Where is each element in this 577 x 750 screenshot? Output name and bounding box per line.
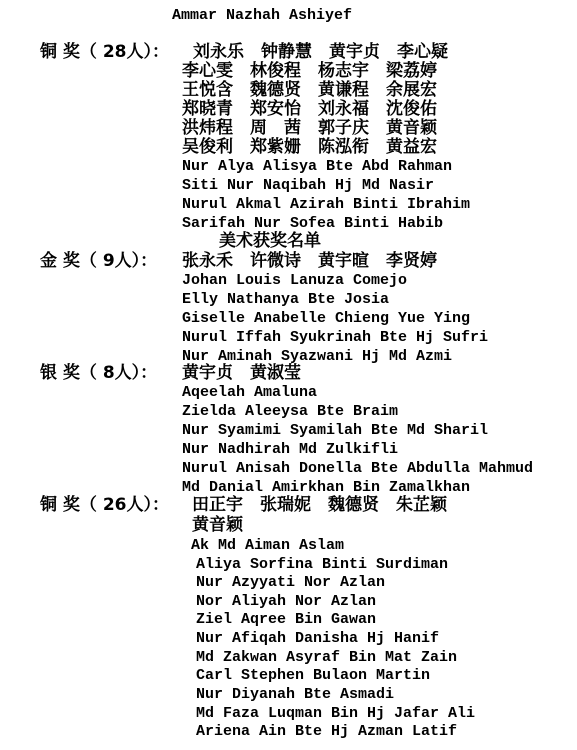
name-line: Nur Nadhirah Md Zulkifli <box>182 441 399 458</box>
name-line: Ariena Ain Bte Hj Azman Latif <box>196 723 458 740</box>
section-heading-silver: 银 奖（ 8人）： <box>40 363 158 383</box>
name-row: 张永禾 许微诗 黄宇暄 李贤婷 <box>182 251 437 271</box>
name-line: Ziel Aqree Bin Gawan <box>196 611 377 628</box>
name-line: Md Faza Luqman Bin Hj Jafar Ali <box>196 705 476 722</box>
name-line: Ak Md Aiman Aslam <box>191 537 345 554</box>
section-heading-bronze: 铜 奖（ 26人）： <box>40 495 169 515</box>
name-line: Zielda Aleeysa Bte Braim <box>182 403 399 420</box>
name-line: Nur Aminah Syazwani Hj Md Azmi <box>182 348 453 365</box>
name-row: 李心雯 林俊程 杨志宇 梁荔婷 <box>182 61 437 81</box>
section-heading-gold: 金 奖（ 9人）： <box>40 251 158 271</box>
name-line: Ammar Nazhah Ashiyef <box>172 7 353 24</box>
name-row: 吴俊利 郑紫姗 陈泓衔 黄益宏 <box>182 137 437 157</box>
name-line: Johan Louis Lanuza Comejo <box>182 272 408 289</box>
name-row: 洪炜程 周 茜 郭子庆 黄音颖 <box>182 118 437 138</box>
name-line: Nur Afiqah Danisha Hj Hanif <box>196 630 440 647</box>
name-line: Nur Azyyati Nor Azlan <box>196 574 386 591</box>
name-row: 黄音颖 <box>192 515 243 535</box>
name-row: 田正宇 张瑞妮 魏德贤 朱芷颖 <box>192 495 447 515</box>
name-line: Aliya Sorfina Binti Surdiman <box>196 556 449 573</box>
name-row: 王悦含 魏德贤 黄谦程 余展宏 <box>182 80 437 100</box>
name-line: Nor Aliyah Nor Azlan <box>196 593 377 610</box>
name-line: Sarifah Nur Sofea Binti Habib <box>182 215 444 232</box>
name-line: Nurul Akmal Azirah Binti Ibrahim <box>182 196 471 213</box>
name-line: Aqeelah Amaluna <box>182 384 318 401</box>
name-row: 郑晓青 郑安怡 刘永福 沈俊佑 <box>182 99 437 119</box>
name-line: Nurul Iffah Syukrinah Bte Hj Sufri <box>182 329 489 346</box>
name-line: Md Zakwan Asyraf Bin Mat Zain <box>196 649 458 666</box>
name-line: Elly Nathanya Bte Josia <box>182 291 390 308</box>
art-awards-title: 美术获奖名单 <box>219 231 321 251</box>
section-heading-bronze: 铜 奖（ 28人）： <box>40 42 169 62</box>
name-row: 刘永乐 钟静慧 黄宇贞 李心疑 <box>193 42 448 62</box>
name-line: Nur Syamimi Syamilah Bte Md Sharil <box>182 422 489 439</box>
name-line: Giselle Anabelle Chieng Yue Ying <box>182 310 471 327</box>
name-row: 黄宇贞 黄淑莹 <box>182 363 301 383</box>
name-line: Nurul Anisah Donella Bte Abdulla Mahmud <box>182 460 534 477</box>
name-line: Md Danial Amirkhan Bin Zamalkhan <box>182 479 471 496</box>
name-line: Nur Diyanah Bte Asmadi <box>196 686 395 703</box>
name-line: Carl Stephen Bulaon Martin <box>196 667 431 684</box>
name-line: Siti Nur Naqibah Hj Md Nasir <box>182 177 435 194</box>
name-line: Nur Alya Alisya Bte Abd Rahman <box>182 158 453 175</box>
